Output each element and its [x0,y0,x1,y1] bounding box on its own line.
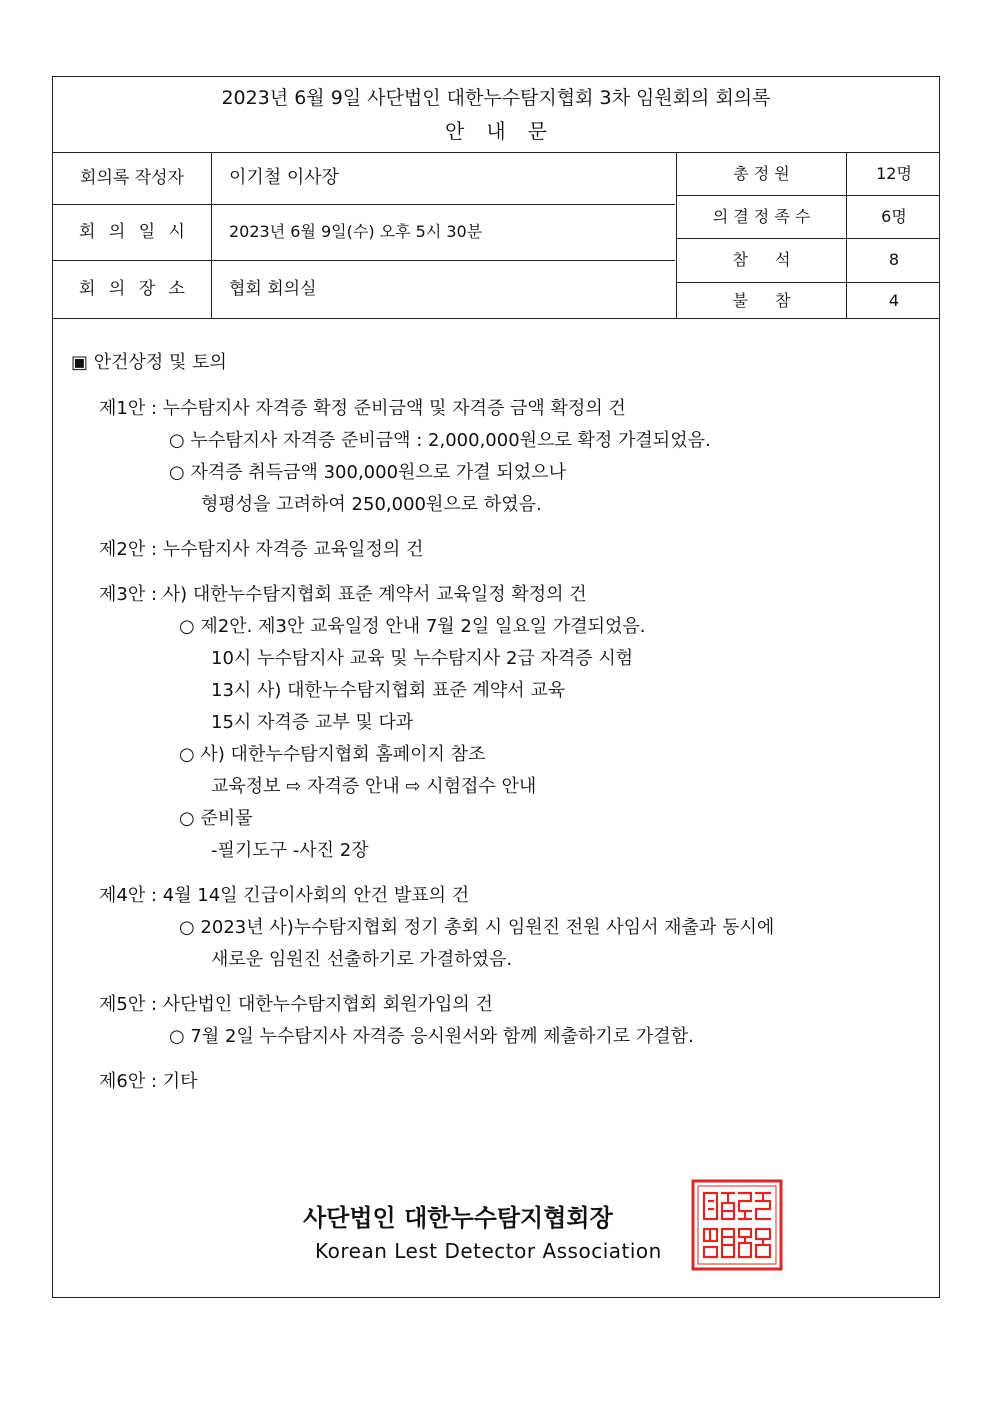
agenda-3-item-2: ○ 사) 대한누수탐지협회 홈페이지 참조 [179,744,486,765]
organization-name: 사단법인 대한누수탐지협회장 [303,1204,613,1232]
organization-english-name: Korean Lest Detector Association [315,1239,662,1263]
table-bottom-border [53,318,939,319]
agenda-2-title: 제2안 : 누수탐지사 자격증 교육일정의 건 [99,539,424,560]
agenda-3-item-3-list: -필기도구 -사진 2장 [211,840,369,861]
stats-divider-2 [677,238,939,239]
agenda-3-schedule-1: 10시 누수탐지사 교육 및 누수탐지사 2급 자격증 시험 [211,648,634,669]
agenda-4-item-1: ○ 2023년 사)누수탐지협회 정기 총회 시 임원진 전원 사임서 재출과 동시에 [179,917,775,938]
document-page [52,76,940,1298]
table-top-border [53,152,939,153]
absent-label: 불 참 [732,291,791,310]
agenda-5-title: 제5안 : 사단법인 대한누수탐지협회 회원가입의 건 [99,994,493,1015]
quorum-value: 6명 [881,207,907,226]
present-value: 8 [888,250,900,269]
total-members-value: 12명 [876,164,912,183]
document-subtitle: 안내문 [445,119,569,143]
agenda-1-item-2-cont: 형평성을 고려하여 250,000원으로 하였음. [201,494,542,515]
agenda-4-title: 제4안 : 4월 14일 긴급이사회의 안건 발표의 건 [99,885,470,906]
row-divider-1 [53,204,675,205]
row-divider-2 [53,260,675,261]
date-value: 2023년 6월 9일(수) 오후 5시 30분 [229,222,483,241]
agenda-3-title: 제3안 : 사) 대한누수탐지협회 표준 계약서 교육일정 확정의 건 [99,584,587,605]
agenda-3-item-2-path: 교육정보 ⇨ 자격증 안내 ⇨ 시험접수 안내 [211,776,537,797]
agenda-3-schedule-3: 15시 자격증 교부 및 다과 [211,712,414,733]
section-heading: ▣ 안건상정 및 토의 [71,352,227,373]
agenda-3-schedule-2: 13시 사) 대한누수탐지협회 표준 계약서 교육 [211,680,566,701]
document-title: 2023년 6월 9일 사단법인 대한누수탐지협회 3차 임원회의 회의록 [221,87,771,109]
present-label: 참 석 [732,250,791,269]
absent-value: 4 [888,291,900,310]
official-seal-icon [691,1179,783,1271]
agenda-3-item-3: ○ 준비물 [179,808,253,829]
stats-divider-3 [677,282,939,283]
place-value: 협회 회의실 [229,279,317,299]
total-members-label: 총 정 원 [733,164,790,183]
date-label: 회 의 일 시 [79,222,185,242]
agenda-6-title: 제6안 : 기타 [99,1071,198,1092]
writer-label: 회의록 작성자 [80,168,184,188]
writer-value: 이기철 이사장 [229,167,340,188]
label-column-divider [211,152,212,318]
quorum-label: 의 결 정 족 수 [712,207,811,226]
agenda-4-item-1-cont: 새로운 임원진 선출하기로 가결하였음. [211,949,513,970]
agenda-3-item-1: ○ 제2안. 제3안 교육일정 안내 7월 2일 일요일 가결되었음. [179,616,646,637]
agenda-5-item-1: ○ 7월 2일 누수탐지사 자격증 응시원서와 함께 제출하기로 가결함. [169,1026,694,1047]
stats-divider-1 [677,195,939,196]
agenda-1-item-2: ○ 자격증 취득금액 300,000원으로 가결 되었으나 [169,462,566,483]
agenda-1-title: 제1안 : 누수탐지사 자격증 확정 준비금액 및 자격증 금액 확정의 건 [99,398,626,419]
place-label: 회 의 장 소 [79,279,185,299]
agenda-1-item-1: ○ 누수탐지사 자격증 준비금액 : 2,000,000원으로 확정 가결되었음. [169,430,711,451]
